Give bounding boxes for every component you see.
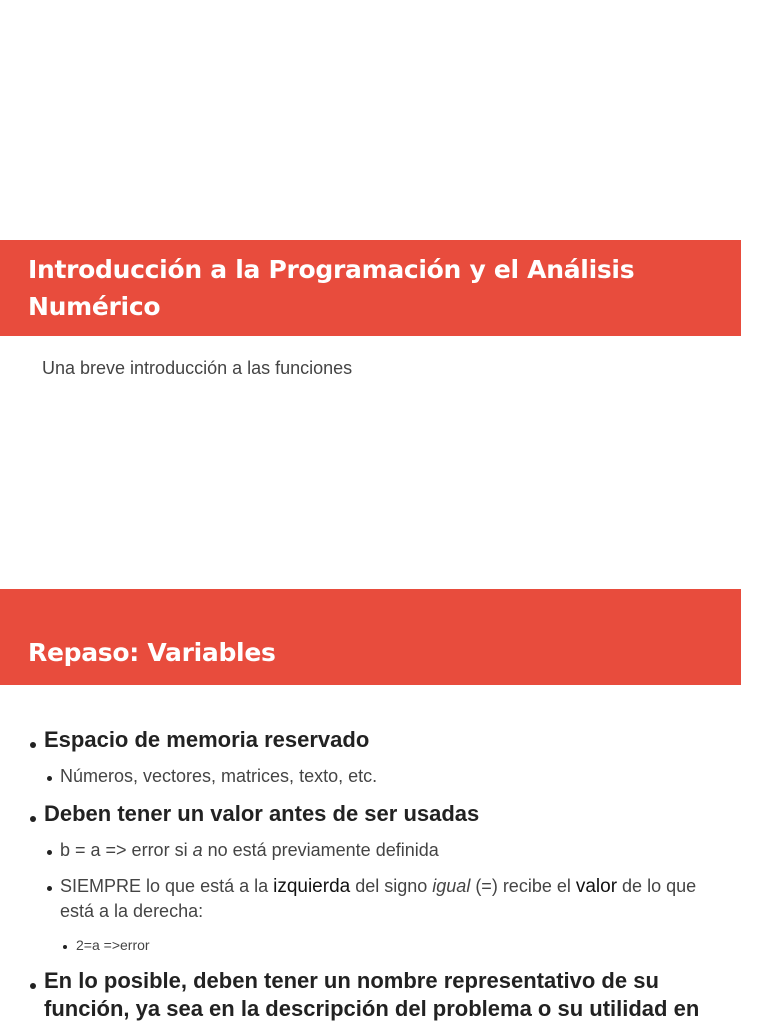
sub-bullet-types: Números, vectores, matrices, texto, etc. — [28, 764, 728, 788]
text-segment: b = a => error si — [60, 840, 193, 860]
section-title: Repaso: Variables — [28, 638, 276, 667]
sub-bullet-assignment-rule — [28, 874, 728, 923]
sub-sub-bullet-example: 2=a =>error — [28, 935, 728, 955]
highlight-value: valor — [575, 876, 618, 897]
text-segment: del signo — [350, 876, 433, 896]
bullet-list — [28, 726, 728, 1024]
bullet-value-before-use: Deben tener un valor antes de ser usadas — [28, 800, 728, 828]
section-title-banner — [0, 589, 741, 685]
variable-a: a — [192, 840, 203, 860]
slide-title: Introducción a la Programación y el Análisis Numérico — [28, 255, 635, 321]
text-segment: SIEMPRE lo que está a la — [60, 876, 274, 896]
text-segment: no está previamente definida — [202, 840, 439, 860]
bullet-memory: Espacio de memoria reservado — [28, 726, 728, 754]
text-segment: de lo que está a la derecha: — [60, 876, 697, 921]
slide-subtitle: Una breve introducción a las funciones — [42, 358, 353, 378]
slide-title-banner — [0, 240, 741, 336]
sub-bullet-undefined-error — [28, 838, 728, 862]
bullet-naming: En lo posible, deben tener un nombre representativo de su función, ya sea en la descripción del problema o su utilidad en — [28, 967, 728, 1023]
highlight-left: izquierda — [273, 876, 351, 897]
sign-igual: igual — [432, 876, 471, 896]
text-segment: (=) recibe el — [470, 876, 576, 896]
